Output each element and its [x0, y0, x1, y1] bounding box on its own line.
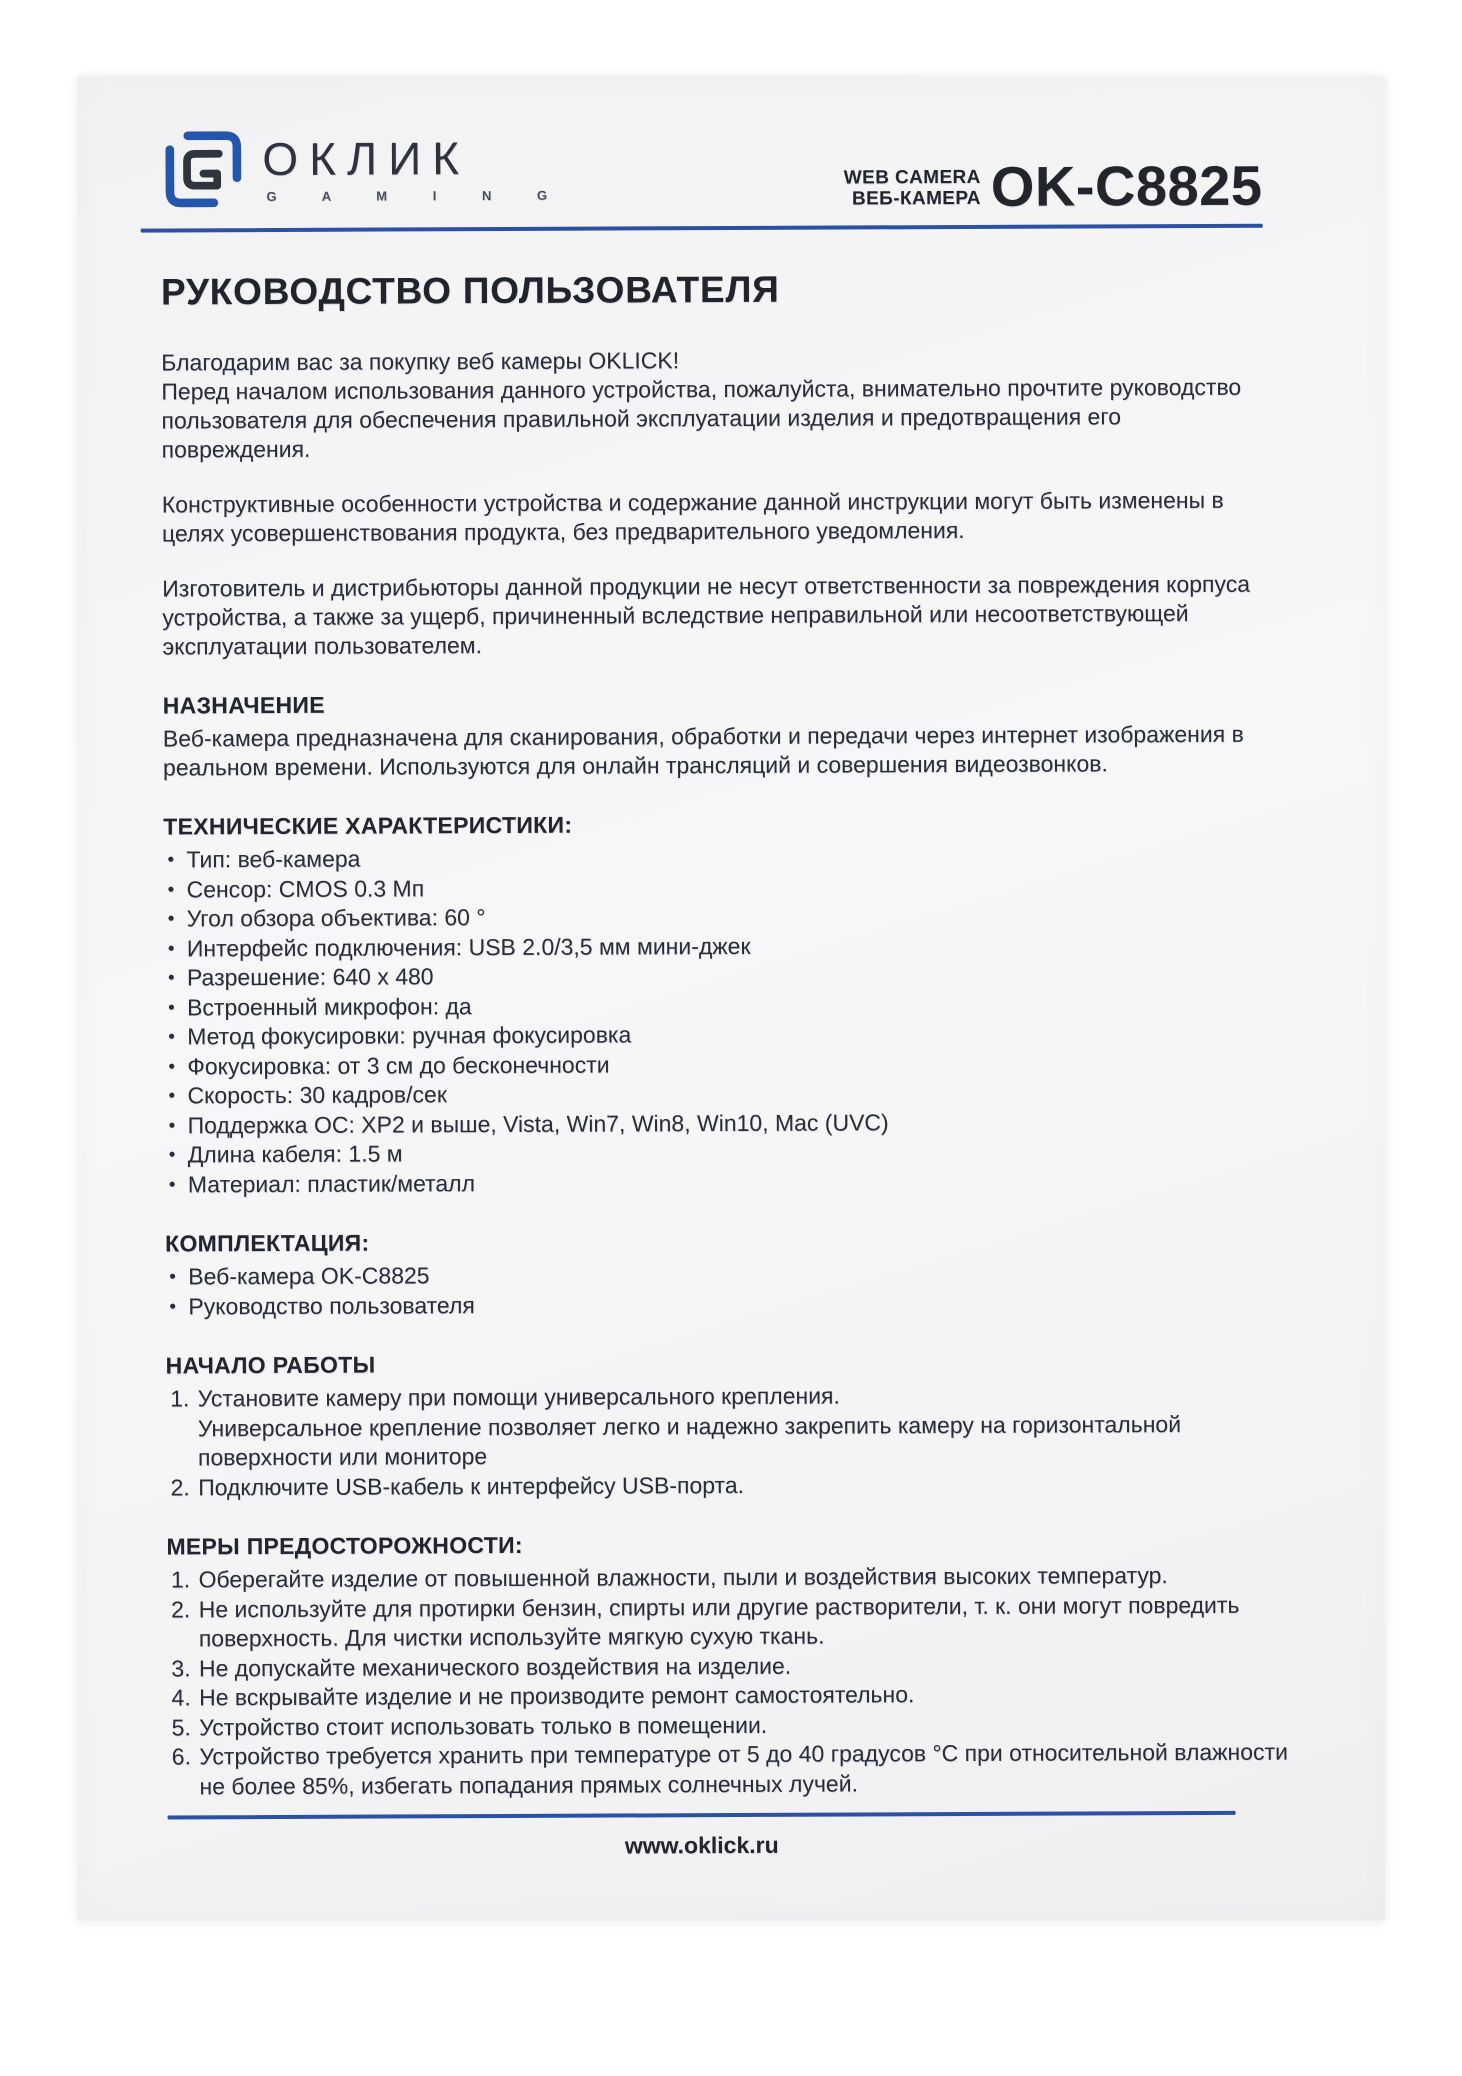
document-footer — [168, 1811, 1236, 1862]
product-type-ru: ВЕБ-КАМЕРА — [851, 187, 981, 210]
section-heading-precautions: МЕРЫ ПРЕДОСТОРОЖНОСТИ: — [166, 1531, 523, 1560]
spec-item-focus-range: • Фокусировка: от 3 см до бесконечности — [164, 1047, 1259, 1081]
product-type-label — [844, 167, 981, 210]
precaution-item-5: 5. Устройство стоит использовать только в помещении. — [197, 1708, 1292, 1742]
spec-item-interface: • Интерфейс подключения: USB 2.0/3,5 мм мини-джек — [164, 929, 1259, 963]
specs-list — [163, 841, 1260, 1200]
section-heading-specs: ТЕХНИЧЕСКИЕ ХАРАКТЕРИСТИКИ: — [163, 811, 573, 840]
package-item-manual: • Руководство пользователя — [165, 1287, 1260, 1321]
footer-divider-rule — [168, 1811, 1236, 1820]
precaution-item-6: 6. Устройство требуется хранить при температуре от 5 до 40 градусов °C при относительной влажности не более 85%, избегать попадания прямых солнечных лучей. — [197, 1738, 1292, 1802]
intro-paragraph-1 — [161, 344, 1256, 465]
spec-item-material: • Материал: пластик/металл — [165, 1165, 1260, 1199]
product-type-en: WEB CAMERA — [843, 166, 981, 189]
section-heading-package: КОМПЛЕКТАЦИЯ: — [165, 1229, 370, 1257]
product-identifier — [843, 153, 1263, 218]
section-heading-purpose: НАЗНАЧЕНИЕ — [162, 691, 325, 719]
section-heading-getting-started: НАЧАЛО РАБОТЫ — [165, 1351, 376, 1379]
intro-paragraph-2: Конструктивные особенности устройства и содержание данной инструкции могут быть изменены в целях усовершенствования продукта, без предварительного уведомления. — [161, 486, 1224, 547]
spec-item-resolution: • Разрешение: 640 x 480 — [164, 959, 1259, 993]
spec-item-cable-length: • Длина кабеля: 1.5 м — [165, 1136, 1260, 1170]
logo-subtitle: G A M I N G — [266, 187, 569, 205]
precaution-item-2: 2. Не используйте для протирки бензин, спирты или другие растворители, т. к. они могут повредить поверхность. Для чистки используйте мягкую сухую ткань. — [197, 1590, 1292, 1654]
page-title: РУКОВОДСТВО ПОЛЬЗОВАТЕЛЯ — [160, 268, 780, 313]
precautions-list — [166, 1561, 1292, 1802]
spec-item-view-angle: • Угол обзора объектива: 60 ° — [164, 900, 1259, 934]
getting-started-list — [166, 1380, 1292, 1503]
intro-paragraph-3: Изготовитель и дистрибьюторы данной продукции не несут ответственности за повреждения корпуса устройства, а также за ущерб, причиненный вследствие неправильной или несоответствующей эксплуатации пользователем. — [162, 570, 1251, 660]
spec-item-type: • Тип: веб-камера — [163, 841, 1258, 875]
package-item-camera: • Веб-камера OK-C8825 — [165, 1258, 1260, 1292]
step1-line1: Установите камеру при помощи универсального крепления. — [197, 1382, 840, 1412]
precaution-item-1: 1. Оберегайте изделие от повышенной влажности, пыли и воздействия высоких температур. — [196, 1561, 1291, 1595]
spec-item-microphone: • Встроенный микрофон: да — [164, 988, 1259, 1022]
precaution-item-4: 4. Не вскрывайте изделие и не производите ремонт самостоятельно. — [197, 1679, 1292, 1713]
spec-item-os-support: • Поддержка ОС: XP2 и выше, Vista, Win7, Win8, Win10, Mac (UVC) — [165, 1106, 1260, 1140]
step1-rest: Универсальное крепление позволяет легко и надежно закрепить камеру на горизонтальной поверхности или мониторе — [197, 1410, 1182, 1471]
intro-p1-line1: Благодарим вас за покупку веб камеры OKLICK! — [161, 347, 680, 376]
scanned-page — [78, 76, 1385, 1920]
logo-wordmark: ОКЛИК — [262, 132, 471, 186]
precaution-item-3: 3. Не допускайте механического воздействия на изделие. — [197, 1649, 1292, 1683]
purpose-body: Веб-камера предназначена для сканирования, обработки и передачи через интернет изображения в реальном времени. Используются для онлайн трансляций и совершения видеозвонков. — [162, 720, 1244, 781]
package-list — [165, 1258, 1260, 1322]
oklick-g-monogram-icon — [160, 126, 246, 212]
manual-content — [78, 73, 1393, 1917]
getting-started-step-2: 2. Подключите USB-кабель к интерфейсу USB-порта. — [196, 1468, 1291, 1502]
document-header — [160, 102, 1291, 229]
website-url: www.oklick.ru — [624, 1831, 779, 1859]
spec-item-focus-method: • Метод фокусировки: ручная фокусировка — [164, 1018, 1259, 1052]
getting-started-step-1 — [196, 1380, 1291, 1473]
intro-p1-rest: Перед началом использования данного устройства, пожалуйста, внимательно прочтите руководство пользователя для обеспечения правильной эксплуатации изделия и предотвращения его повреждения. — [161, 373, 1242, 463]
product-model: OK-C8825 — [990, 153, 1263, 218]
spec-item-sensor: • Сенсор: CMOS 0.3 Мп — [163, 870, 1258, 904]
oklick-logo — [160, 125, 568, 213]
logo-text-block — [262, 132, 569, 205]
spec-item-framerate: • Скорость: 30 кадров/сек — [164, 1077, 1259, 1111]
